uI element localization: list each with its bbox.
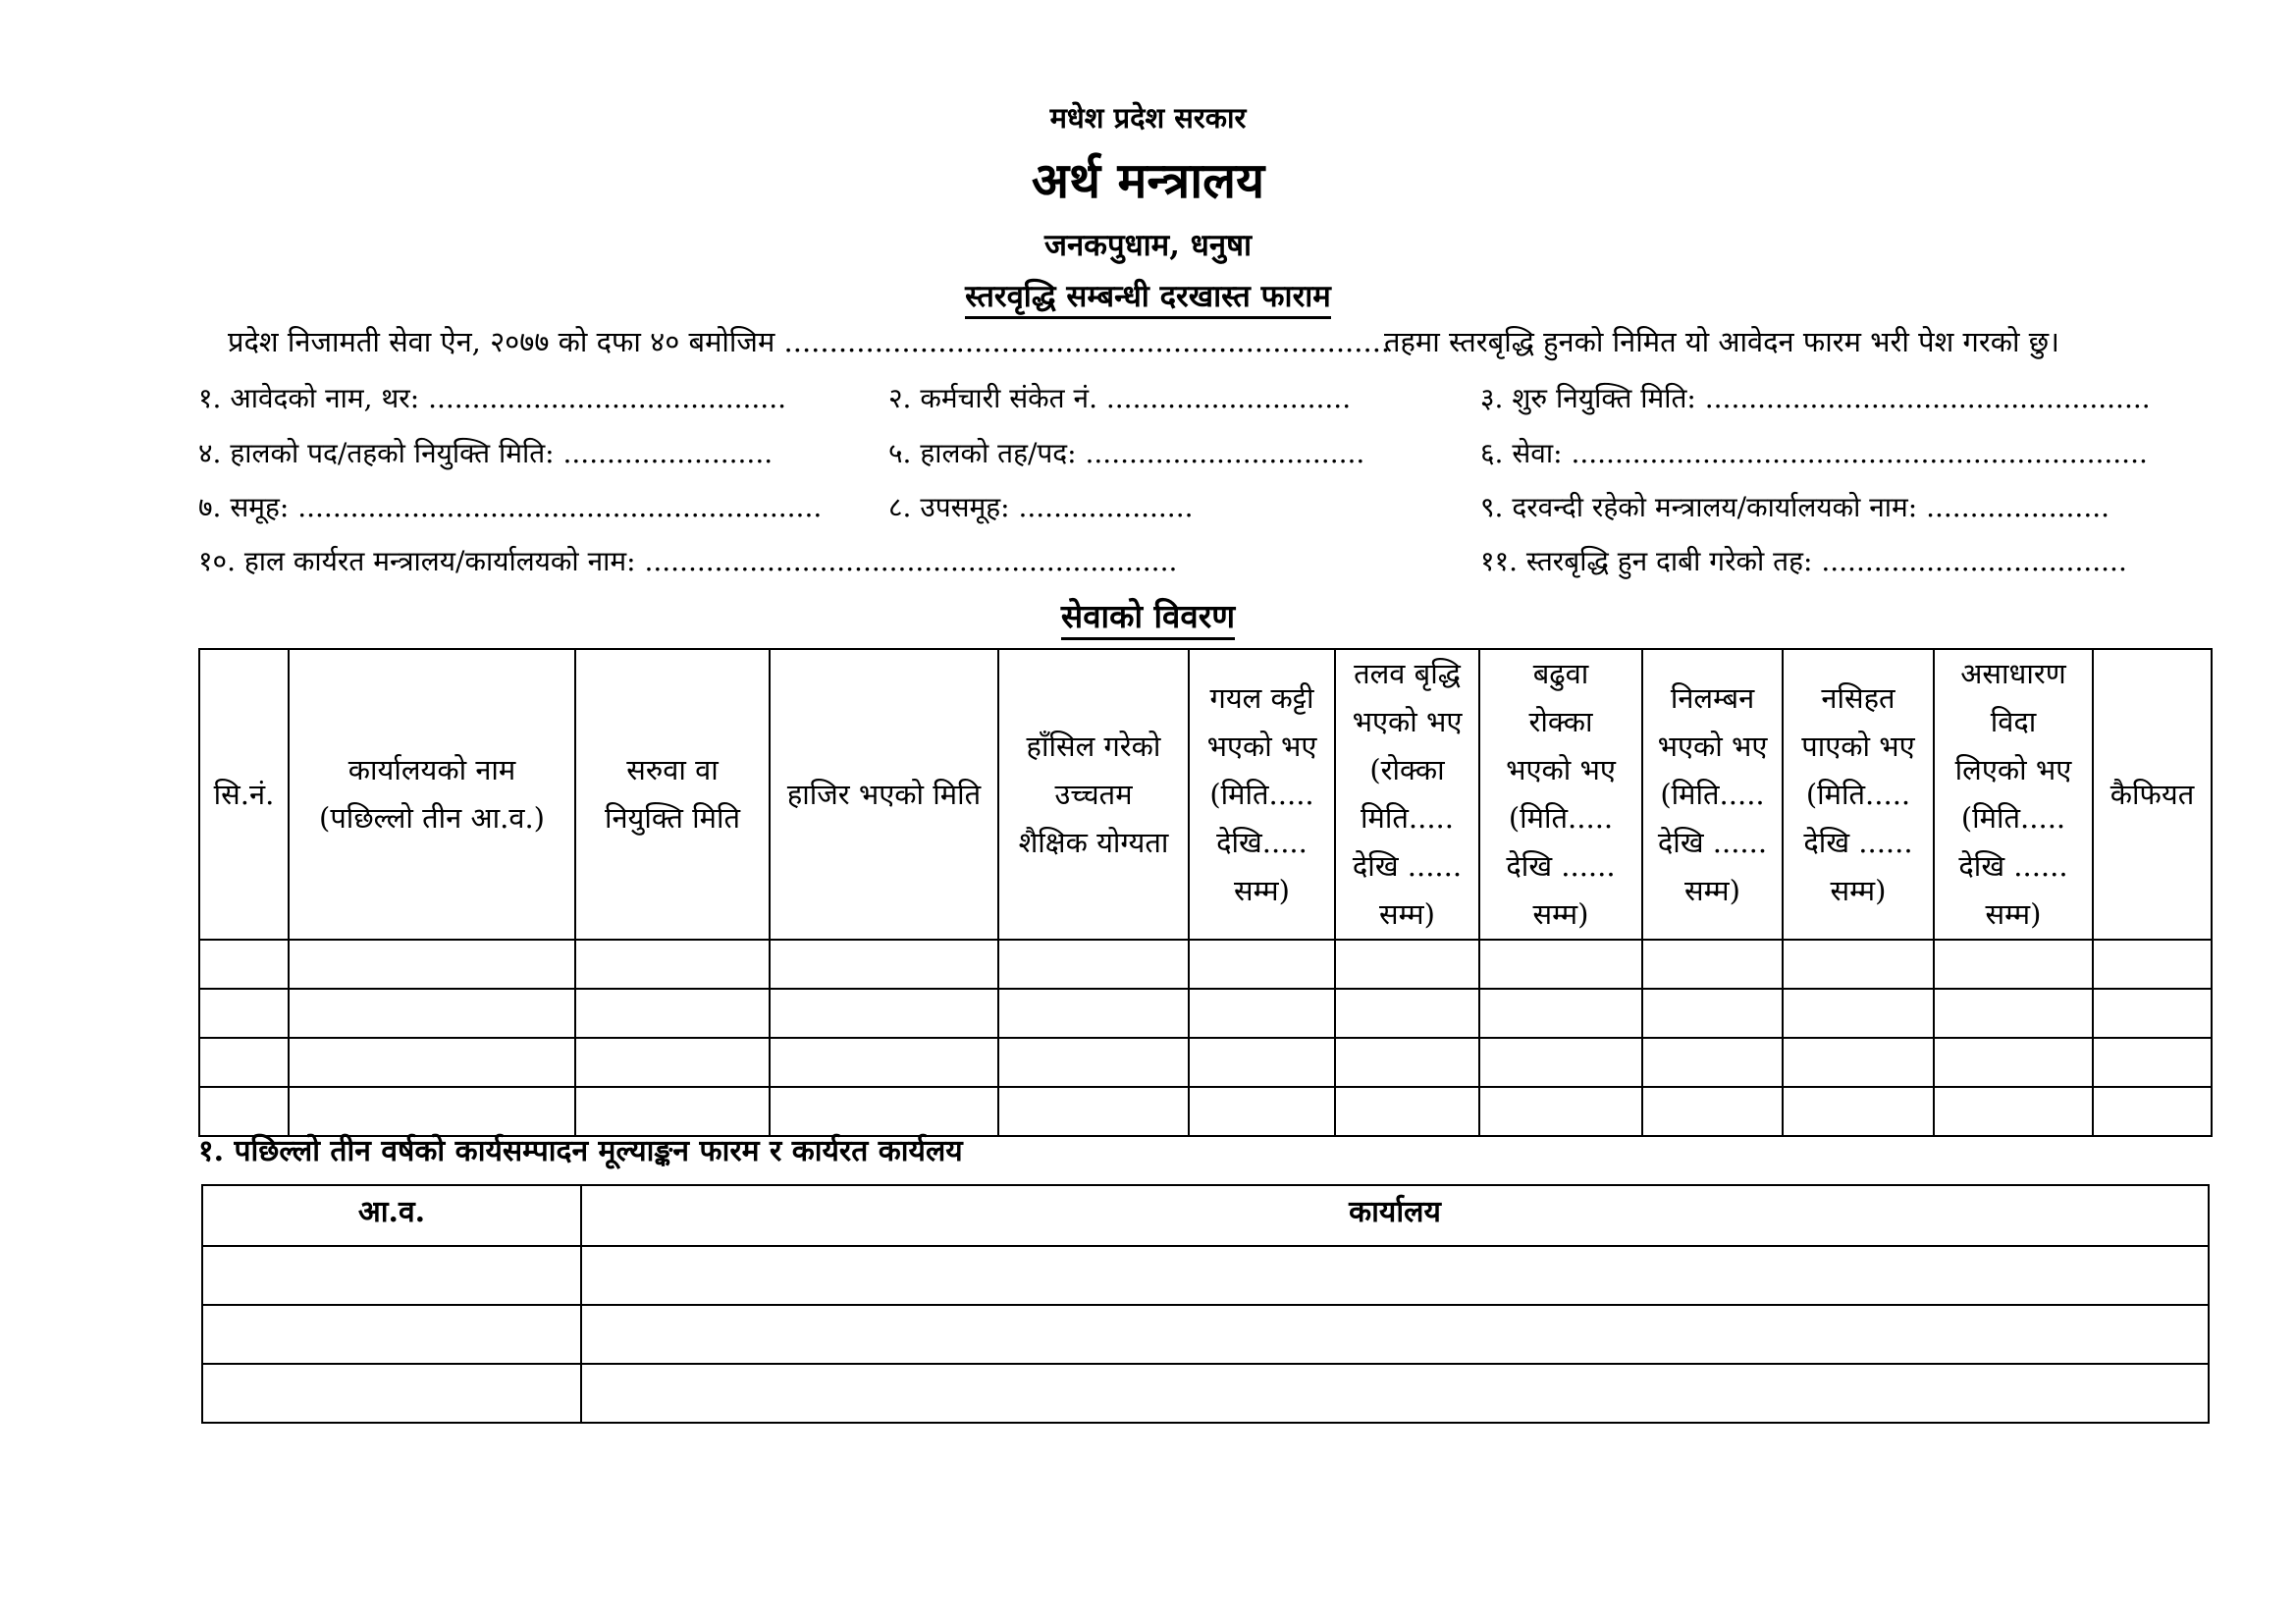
header-extraordinary-leave <box>1934 649 2093 940</box>
header-attendance-date <box>770 649 998 940</box>
header-line: भएको भए <box>1206 729 1317 763</box>
header-line: भएको भए <box>1352 705 1463 738</box>
header-line: (मिति..... <box>1209 777 1314 811</box>
header-line: तलव बृद्धि <box>1354 657 1461 690</box>
table-row <box>202 1246 2209 1305</box>
header-line: देखि ...... <box>1958 849 2068 883</box>
header-line: गयल कट्टी <box>1209 680 1314 715</box>
form-title-wrap <box>0 275 2296 316</box>
header-line: नियुक्ति मिति <box>604 801 741 835</box>
field-subgroup: ८. उपसमूह: .................... <box>888 491 1194 523</box>
header-salary-increment-withheld <box>1335 649 1479 940</box>
header-warning <box>1783 649 1934 940</box>
performance-table <box>201 1184 2210 1424</box>
header-line: सम्म) <box>1234 873 1290 907</box>
header-line: बढुवा <box>1532 657 1589 690</box>
header-line: सम्म) <box>1684 873 1740 907</box>
field-first-appointment-date: ३. शुरु नियुक्ति मिति: ................................................... <box>1480 382 2151 414</box>
header-line: देखि ...... <box>1803 825 1913 859</box>
header-line: देखि ...... <box>1352 849 1463 883</box>
field-group: ७. समूह: ............................................................ <box>198 491 823 523</box>
field-claimed-level: ११. स्तरबृद्धि हुन दाबी गरेको तह: ................................... <box>1480 545 2127 577</box>
header-line: (मिति..... <box>1805 777 1911 811</box>
header-line: कैफियत <box>2109 777 2195 811</box>
header-line: (मिति..... <box>1660 777 1765 811</box>
header-remarks <box>2093 649 2212 940</box>
header-office-name <box>289 649 575 940</box>
header-line: लिएको भए <box>1954 753 2072 786</box>
ministry-location: जनकपुधाम, धनुषा <box>1043 228 1253 263</box>
form-title: स्तरवृद्धि सम्बन्धी दरखास्त फाराम <box>965 279 1331 319</box>
intro-text-end: तहमा स्तरबृद्धि हुनको निमित यो आवेदन फारम भरी पेश गरको छु। <box>1384 325 2060 358</box>
header-highest-qualification <box>998 649 1189 940</box>
header-line: सम्म) <box>1379 897 1435 931</box>
field-current-level-post: ५. हालको तह/पद: ................................ <box>888 437 1365 469</box>
field-current-ministry-office: १०. हाल कार्यरत मन्त्रालय/कार्यालयको नाम: ............................................................. <box>198 545 1178 577</box>
header-line: असाधारण <box>1960 657 2066 690</box>
table-row <box>199 989 2212 1038</box>
header-line: (मिति..... <box>1960 801 2066 835</box>
ministry-name: अर्थ मन्त्रालय <box>1031 151 1265 209</box>
header-line: कार्यालयको नाम <box>347 753 516 786</box>
header-line: शैक्षिक योग्यता <box>1018 825 1169 859</box>
intro-text: प्रदेश निजामती सेवा ऐन, २०७७ को दफा ४० बमोजिम ................................................................... <box>228 325 1391 358</box>
table-row <box>202 1364 2209 1423</box>
header-transfer-appointment-date <box>575 649 770 940</box>
header-line: रोक्का <box>1528 705 1593 738</box>
table-row <box>199 940 2212 989</box>
field-service: ६. सेवा: .................................................................. <box>1480 437 2148 469</box>
header-line: देखि ...... <box>1657 825 1768 859</box>
header-absence-deduction <box>1189 649 1335 940</box>
header-promotion-withheld <box>1479 649 1642 940</box>
header-fiscal-year: आ.व. <box>202 1185 581 1246</box>
header-office: कार्यालय <box>581 1185 2209 1246</box>
header-line: नसिहत <box>1821 680 1896 715</box>
header-line: सम्म) <box>1985 897 2042 931</box>
header-line: सि.नं. <box>213 777 275 811</box>
table-row <box>202 1305 2209 1364</box>
header-line: सरुवा वा <box>626 753 719 786</box>
header-line: हाजिर भएको मिति <box>786 777 982 811</box>
header-line: भएको भए <box>1657 729 1768 763</box>
service-header-row <box>199 649 2212 940</box>
header-serial-no <box>199 649 289 940</box>
field-current-post-appointment-date: ४. हालको पद/तहको नियुक्ति मिति: ........................ <box>198 437 774 469</box>
header-line: निलम्बन <box>1670 680 1755 715</box>
header-line: भएको भए <box>1506 753 1616 786</box>
performance-header-row <box>202 1185 2209 1246</box>
service-details-table <box>198 648 2213 1137</box>
header-line: (पछिल्लो तीन आ.व.) <box>319 801 545 835</box>
header-line: पाएको भए <box>1801 729 1915 763</box>
header-line: हाँसिल गरेको <box>1026 729 1161 763</box>
header-line: (मिति..... <box>1508 801 1614 835</box>
government-name: मधेश प्रदेश सरकार <box>1049 101 1247 135</box>
field-applicant-name: १. आवेदको नाम, थर: ......................................... <box>198 382 787 414</box>
header-line: विदा <box>1990 705 2037 738</box>
header-line: सम्म) <box>1830 873 1887 907</box>
table-row <box>199 1038 2212 1087</box>
header-line: सम्म) <box>1532 897 1589 931</box>
field-employee-code: २. कर्मचारी संकेत नं. ............................ <box>888 382 1352 414</box>
header-line: (रोक्का <box>1369 753 1445 786</box>
service-details-title: सेवाको विवरण <box>1061 597 1235 640</box>
service-details-title-wrap <box>0 593 2296 637</box>
header-suspension <box>1642 649 1783 940</box>
header-line: देखि ...... <box>1506 849 1616 883</box>
header-line: मिति..... <box>1361 801 1454 835</box>
field-position-ministry-office: ९. दरवन्दी रहेको मन्त्रालय/कार्यालयको नाम: ..................... <box>1480 491 2110 523</box>
header-line: उच्चतम <box>1054 777 1133 811</box>
performance-section-title: १. पछिल्लो तीन वर्षको कार्यसम्पादन मूल्याङ्कन फारम र कार्यरत कार्यलय <box>198 1134 963 1168</box>
header-line: देखि..... <box>1216 825 1308 859</box>
